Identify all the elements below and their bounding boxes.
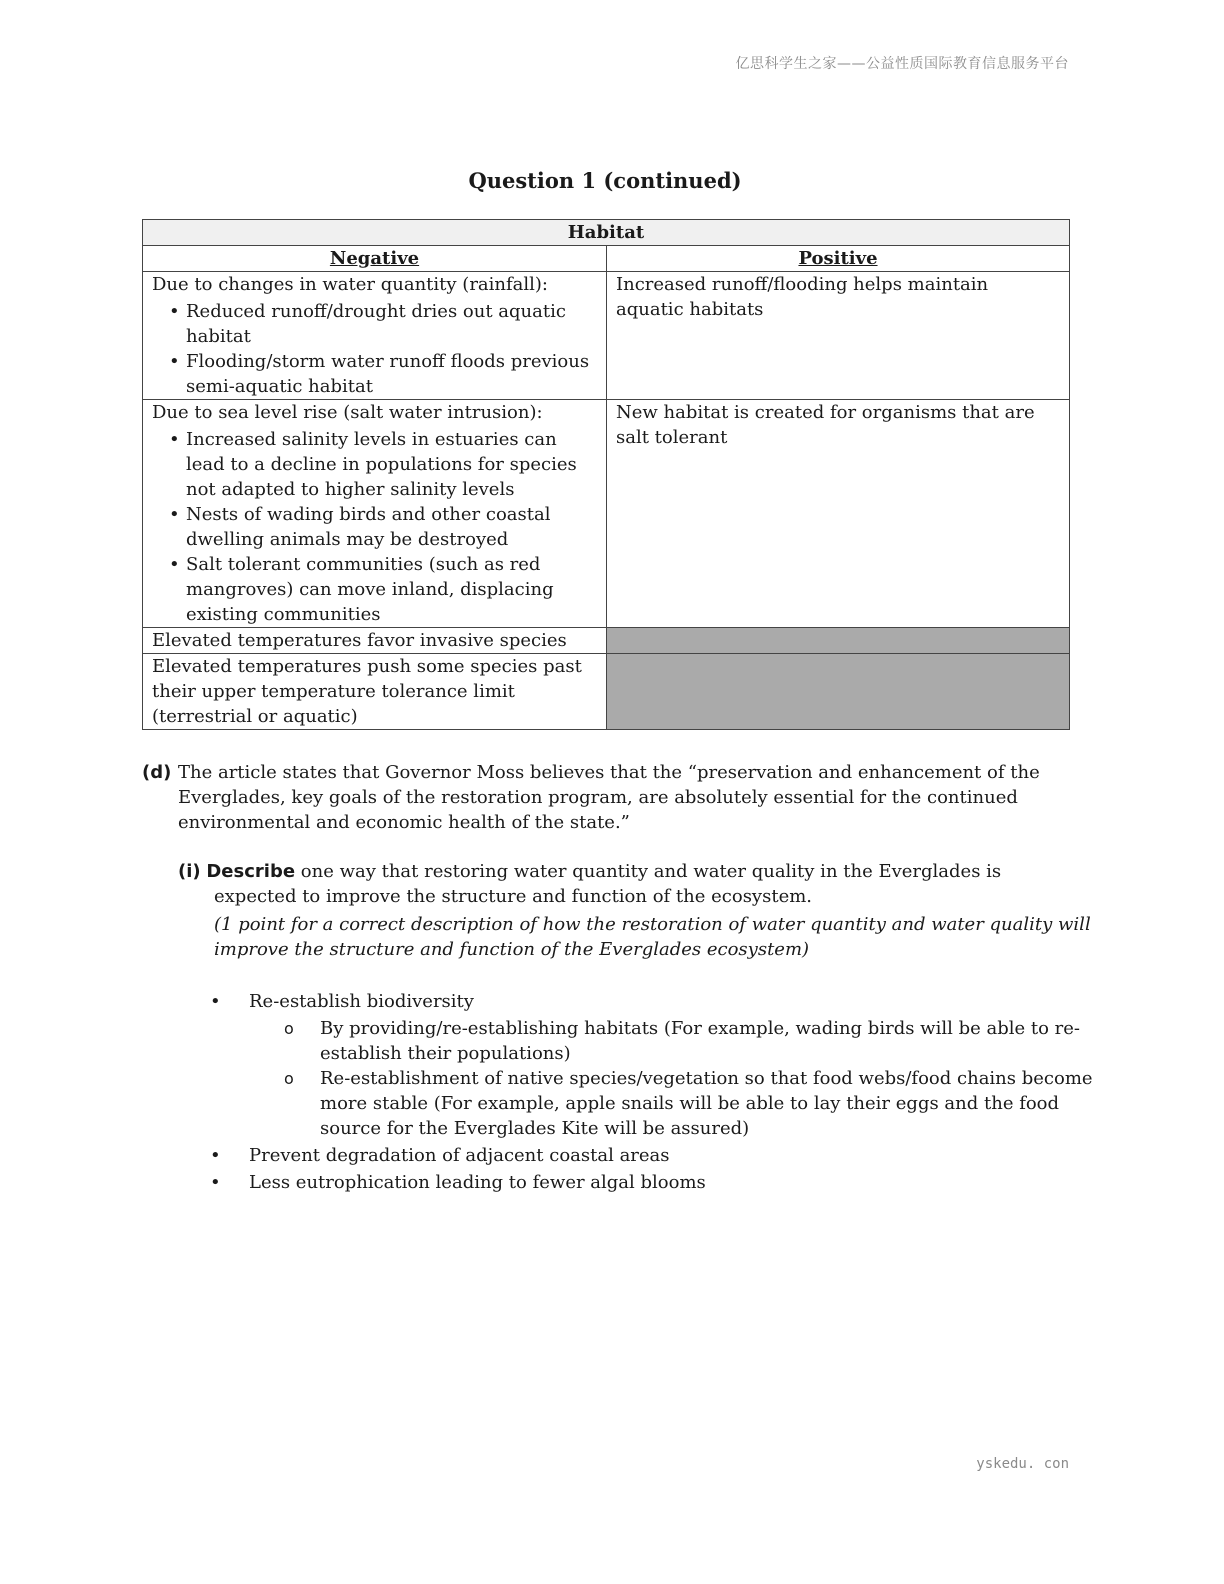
answer-list (210, 989, 1100, 1197)
table-title: Habitat (143, 220, 1070, 246)
list-item (210, 1170, 1100, 1195)
negative-cell: Elevated temperatures favor invasive species (143, 628, 607, 654)
list-item: • Flooding/storm water runoff floods previous semi-aquatic habitat (186, 349, 597, 399)
list-item (210, 989, 1100, 1014)
negative-cell (143, 400, 607, 628)
answer-sub-1: By providing/re-establishing habitats (For example, wading birds will be able to re-establish their populations) (320, 1018, 1080, 1064)
part-i-prompt-line1: one way that restoring water quantity and water quality in the Everglades is (295, 861, 1002, 882)
part-i (178, 859, 1098, 962)
negative-intro: Due to changes in water quantity (rainfall): (152, 274, 548, 295)
list-item: • Salt tolerant communities (such as red mangroves) can move inland, displacing existing communities (186, 552, 597, 627)
page-title: Question 1 (continued) (468, 168, 742, 193)
positive-cell: Increased runoff/flooding helps maintain aquatic habitats (607, 272, 1070, 400)
part-d-text: The article states that Governor Moss believes that the “preservation and enhancement of the Everglades, key goals of the restoration program, are absolutely essential for the continued environmental and economic health of the state.” (178, 762, 1040, 833)
table-row (143, 400, 1070, 628)
shaded-empty-cell (607, 628, 1070, 654)
header-watermark: 亿思科学生之家——公益性质国际教育信息服务平台 (735, 56, 1069, 72)
negative-cell (143, 272, 607, 400)
part-i-verb: Describe (206, 861, 296, 882)
bullet-marker: • (210, 1172, 221, 1193)
bullet-marker: • (210, 1145, 221, 1166)
list-item (210, 1143, 1100, 1168)
part-i-rubric: (1 point for a correct description of how the restoration of water quantity and water quality will improve the structure and function of the Everglades ecosystem) (214, 914, 1091, 960)
list-item: • Reduced runoff/drought dries out aquatic habitat (186, 299, 597, 349)
list-item (210, 1016, 1100, 1066)
part-d (142, 760, 1082, 835)
positive-header: Positive (607, 246, 1070, 272)
negative-header: Negative (143, 246, 607, 272)
negative-list (152, 299, 597, 399)
list-item: • Increased salinity levels in estuaries can lead to a decline in populations for species not adapted to higher salinity levels (186, 427, 597, 502)
footer-site: yskedu. con (976, 1456, 1069, 1472)
part-i-label: (i) (178, 861, 201, 882)
negative-intro: Due to sea level rise (salt water intrusion): (152, 402, 543, 423)
table-row (143, 272, 1070, 400)
shaded-empty-cell (607, 654, 1070, 730)
table-row (143, 628, 1070, 654)
negative-list (152, 427, 597, 627)
answer-sub-2: Re-establishment of native species/vegetation so that food webs/food chains become more stable (For example, apple snails will be able to lay their eggs and the food source for the Everglades Kite will be assured) (320, 1068, 1093, 1139)
negative-cell: Elevated temperatures push some species past their upper temperature tolerance limit (terrestrial or aquatic) (143, 654, 607, 730)
answer-bullet-1: Re-establish biodiversity (249, 991, 474, 1012)
part-i-prompt-line2: expected to improve the structure and function of the ecosystem. (214, 886, 813, 907)
habitat-table (142, 219, 1070, 730)
positive-cell: New habitat is created for organisms that are salt tolerant (607, 400, 1070, 628)
answer-bullet-3: Less eutrophication leading to fewer algal blooms (249, 1172, 706, 1193)
sub-marker: o (284, 1019, 294, 1038)
answer-bullet-2: Prevent degradation of adjacent coastal areas (249, 1145, 670, 1166)
part-d-label: (d) (142, 762, 172, 783)
sub-marker: o (284, 1069, 294, 1088)
list-item (210, 1066, 1100, 1141)
table-row (143, 654, 1070, 730)
list-item: • Nests of wading birds and other coastal dwelling animals may be destroyed (186, 502, 597, 552)
bullet-marker: • (210, 991, 221, 1012)
